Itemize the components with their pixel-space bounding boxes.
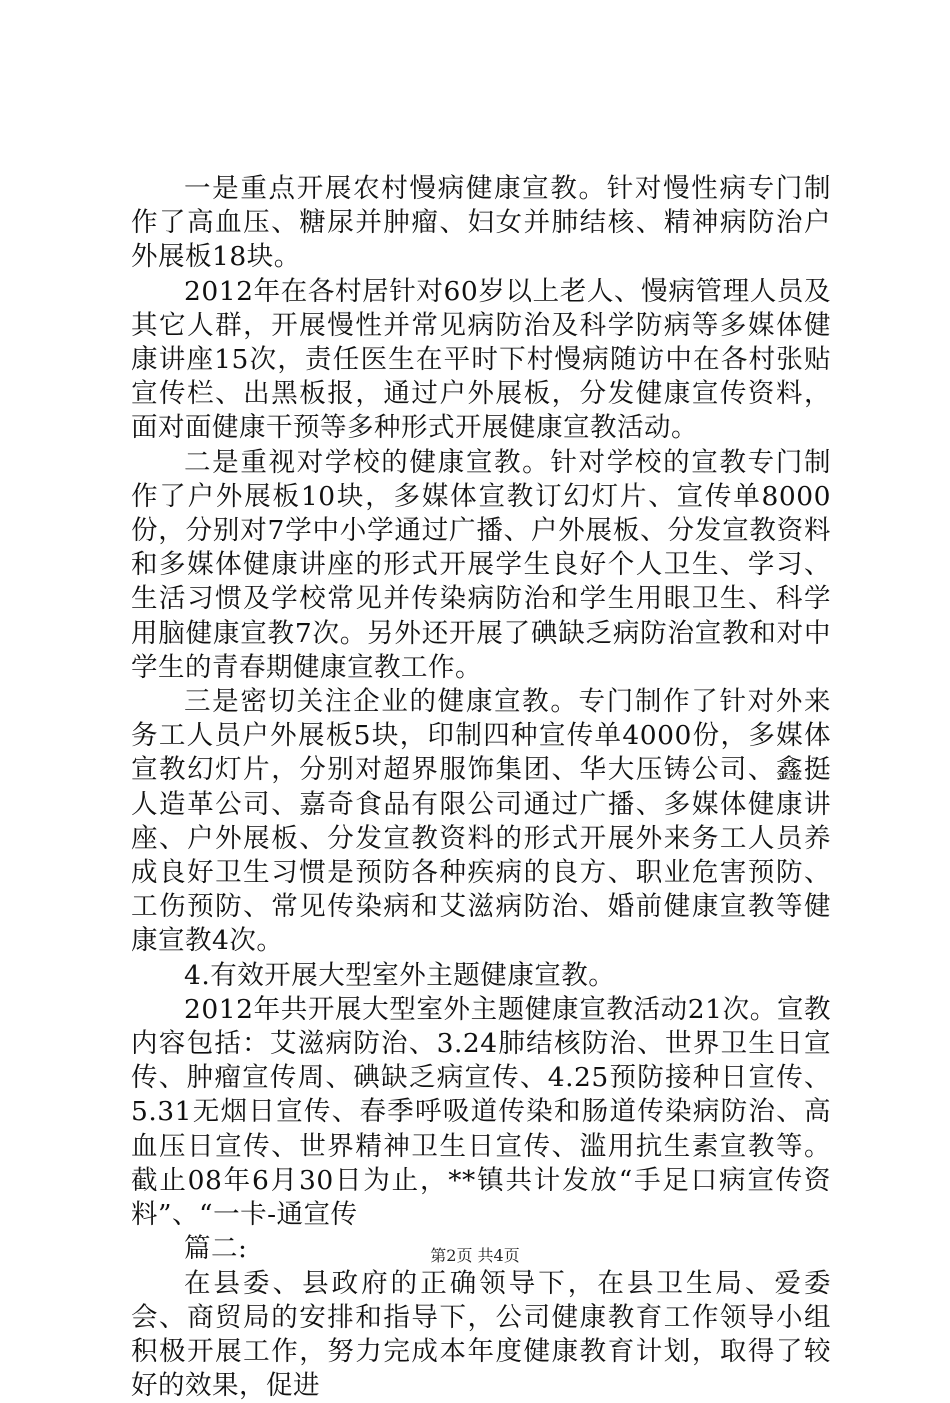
paragraph-outdoor-activities: 2012年共开展大型室外主题健康宣教活动21次。宣教内容包括：艾滋病防治、3.24肺结核防治、世界卫生日宣传、肿瘤宣传周、碘缺乏病宣传、4.25预防接种日宣传、5.31无烟日宣传、春季呼吸道传染和肠道传染病防治、高血压日宣传、世界精神卫生日宣传、滥用抗生素宣教等。截止08年6月30日为止，**镇共计发放“手足口病宣传资料”、“一卡-通宣传 <box>131 993 831 1232</box>
document-body <box>131 172 831 1403</box>
page-footer: 第2页 共4页 <box>0 1246 950 1266</box>
section-heading-part-two: 篇二: <box>131 1232 831 1266</box>
paragraph-school-education: 二是重视对学校的健康宣教。针对学校的宣教专门制作了户外展板10块，多媒体宣教订幻灯片、宣传单8000份，分别对7学中小学通过广播、户外展板、分发宣教资料和多媒体健康讲座的形式开展学生良好个人卫生、学习、生活习惯及学校常见并传染病防治和学生用眼卫生、科学用脑健康宣教7次。另外还开展了碘缺乏病防治宣教和对中学生的青春期健康宣教工作。 <box>131 446 831 685</box>
paragraph-outdoor-heading: 4.有效开展大型室外主题健康宣教。 <box>131 959 831 993</box>
paragraph-rural-chronic-disease: 一是重点开展农村慢病健康宣教。针对慢性病专门制作了高血压、糖尿并肿瘤、妇女并肺结核、精神病防治户外展板18块。 <box>131 172 831 275</box>
paragraph-enterprise-education: 三是密切关注企业的健康宣教。专门制作了针对外来务工人员户外展板5块，印制四种宣传单4000份，多媒体宣教幻灯片，分别对超界服饰集团、华大压铸公司、鑫挺人造革公司、嘉奇食品有限公司通过广播、多媒体健康讲座、户外展板、分发宣教资料的形式开展外来务工人员养成良好卫生习惯是预防各种疾病的良方、职业危害预防、工伤预防、常见传染病和艾滋病防治、婚前健康宣教等健康宣教4次。 <box>131 685 831 959</box>
paragraph-2012-lectures: 2012年在各村居针对60岁以上老人、慢病管理人员及其它人群，开展慢性并常见病防治及科学防病等多媒体健康讲座15次，责任医生在平时下村慢病随访中在各村张贴宣传栏、出黑板报，通过户外展板，分发健康宣传资料，面对面健康干预等多种形式开展健康宣教活动。 <box>131 275 831 446</box>
paragraph-part-two-intro: 在县委、县政府的正确领导下，在县卫生局、爱委会、商贸局的安排和指导下，公司健康教育工作领导小组积极开展工作，努力完成本年度健康教育计划，取得了较好的效果，促进 <box>131 1267 831 1403</box>
